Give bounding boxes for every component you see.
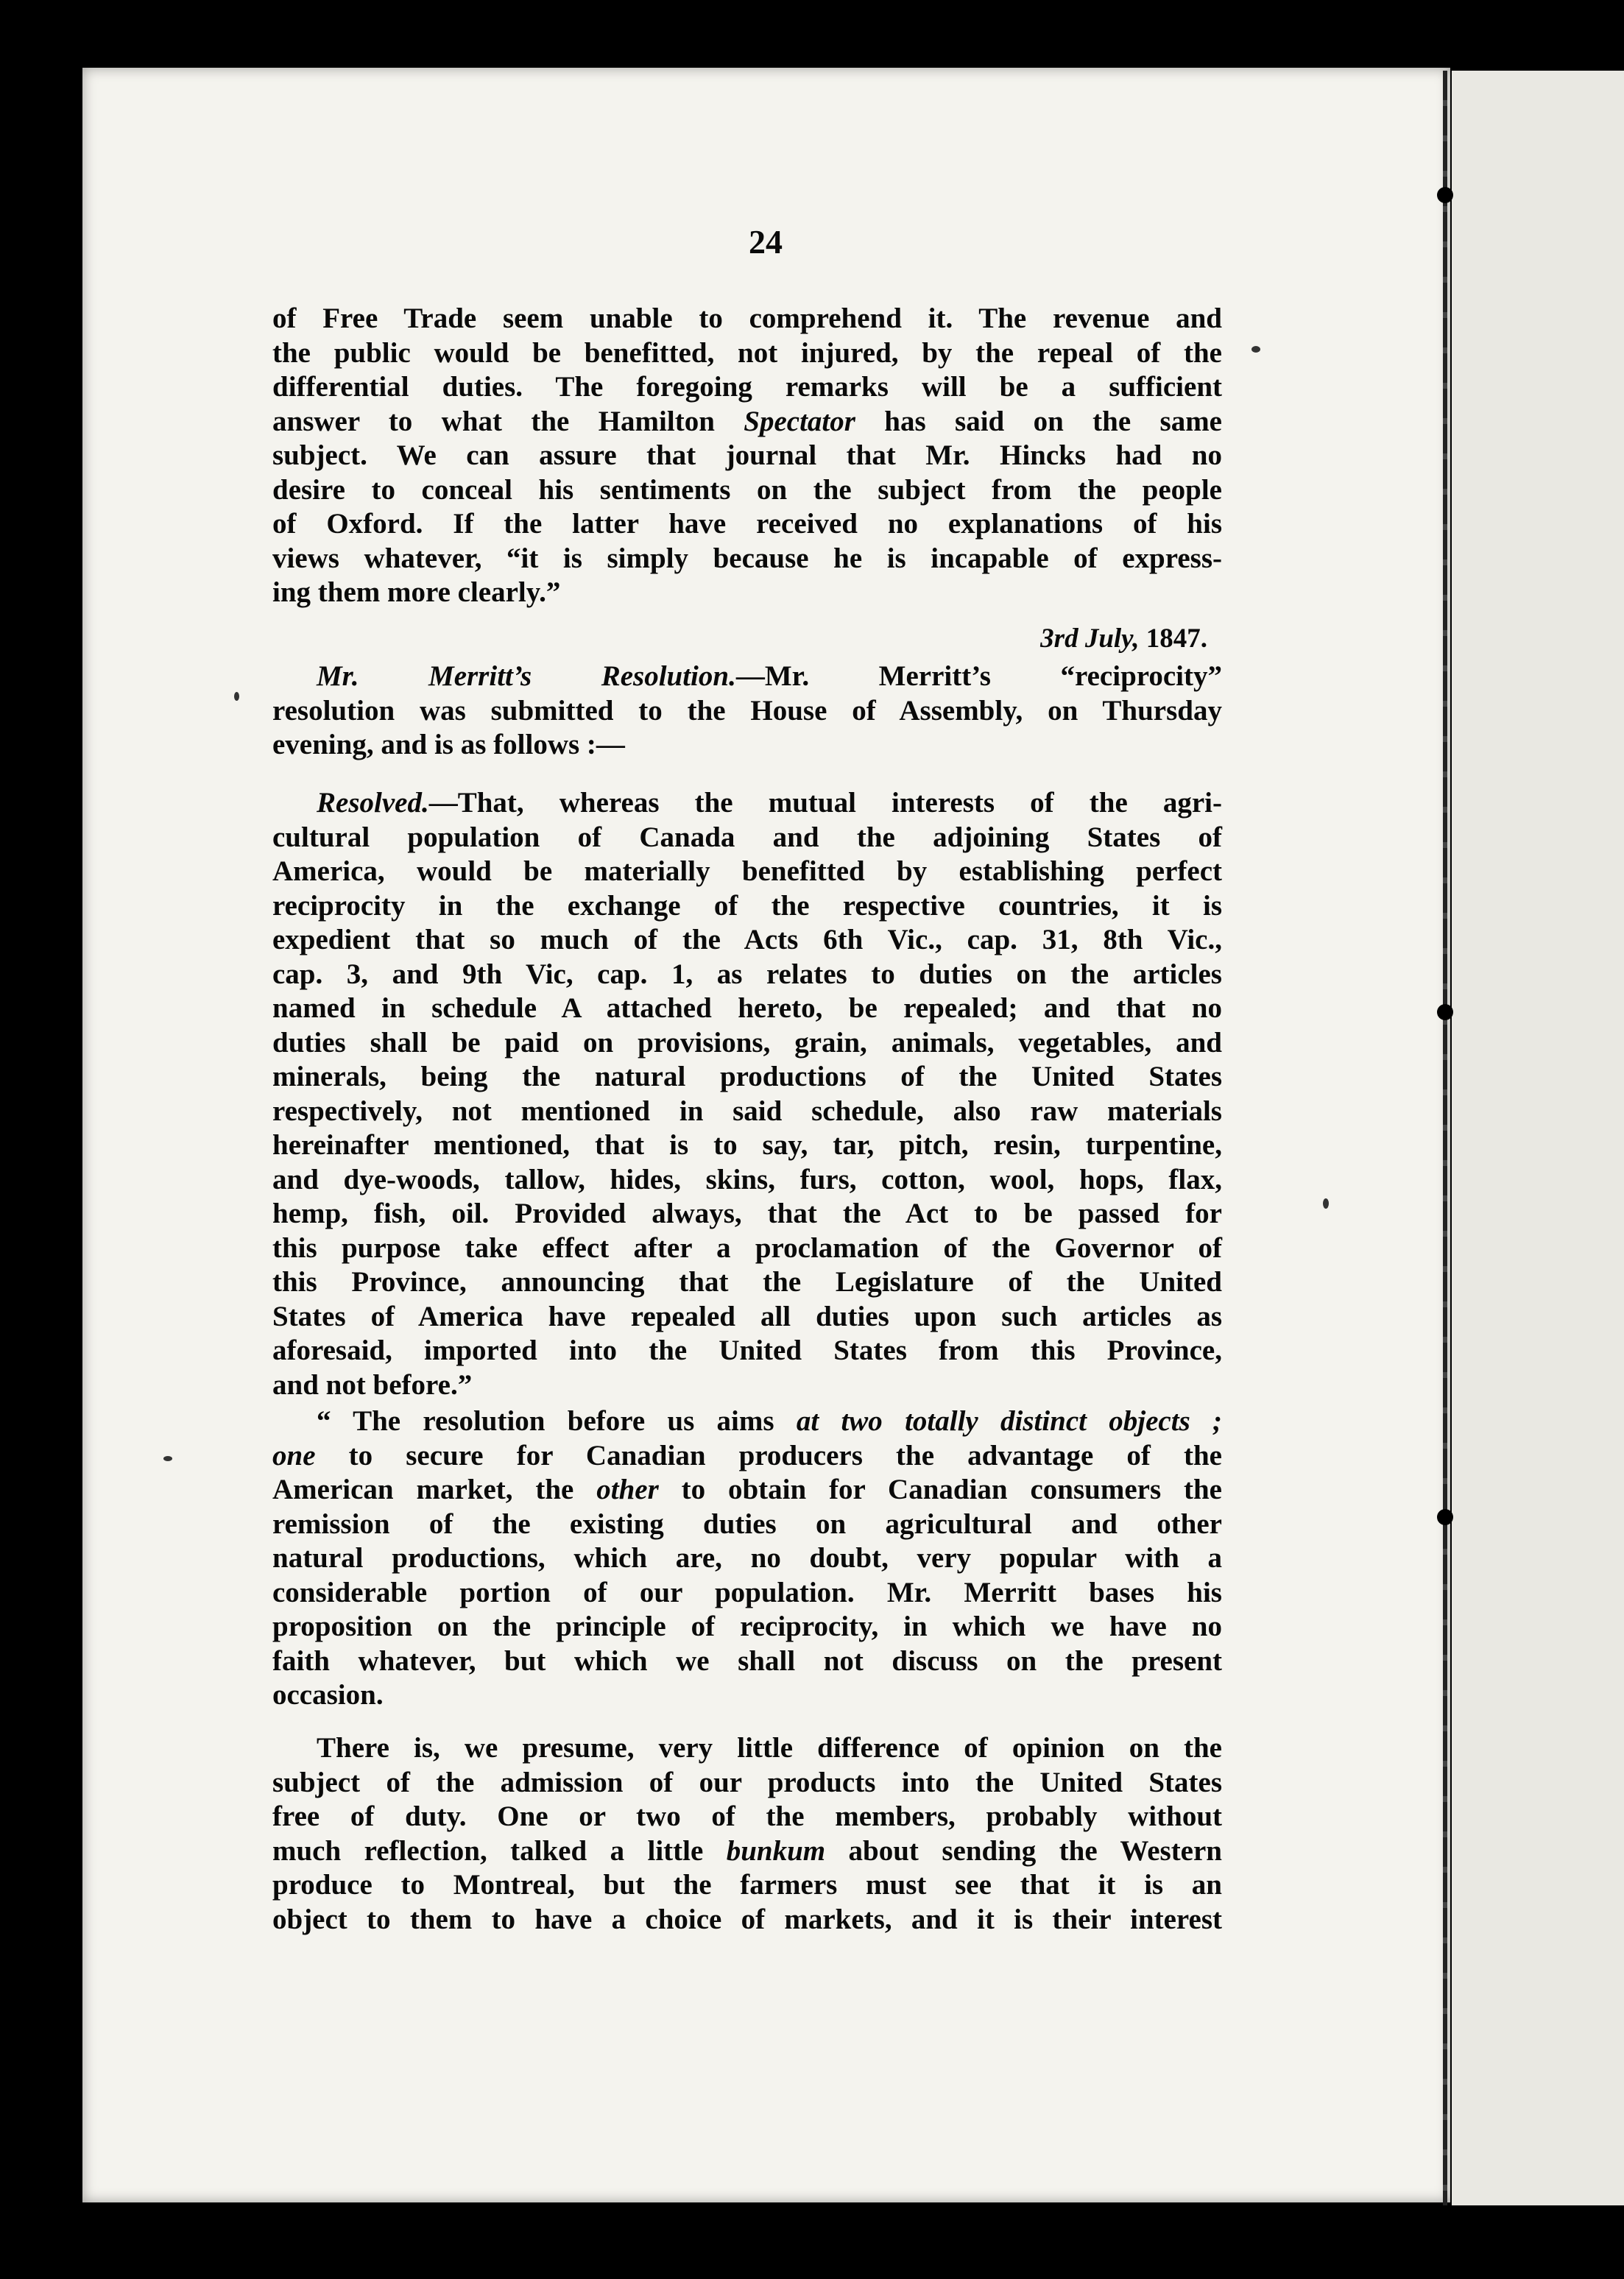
- text-line: occasion.: [272, 1679, 384, 1711]
- binding-knot: [1437, 1509, 1453, 1525]
- text-line: aforesaid, imported into the United States from this Province,: [272, 1335, 1222, 1366]
- scan-speck: [1323, 1198, 1329, 1209]
- text-line: America, would be materially benefitted by establishing perfect: [272, 855, 1222, 887]
- binding-edge: [1443, 71, 1447, 2205]
- text-line: respectively, not mentioned in said schedule, also raw materials: [272, 1095, 1222, 1127]
- text-line: cap. 3, and 9th Vic, cap. 1, as relates to duties on the articles: [272, 958, 1222, 990]
- text-line: [272, 405, 1222, 439]
- resolved-heading: Resolved.: [317, 787, 429, 819]
- scan-speck: [163, 1456, 172, 1461]
- paragraph-free-trade: [272, 302, 1222, 610]
- text-line: There is, we presume, very little difference of opinion on the: [317, 1732, 1222, 1764]
- scan-speck: [1251, 346, 1260, 353]
- text-line: faith whatever, but which we shall not discuss on the present: [272, 1644, 1222, 1677]
- page-number: 24: [749, 223, 783, 261]
- text-line: [272, 1473, 1222, 1508]
- facing-page-edge: [1452, 71, 1624, 2205]
- text-run: much reflection, talked a little: [272, 1834, 727, 1867]
- text-line: and not before.”: [272, 1368, 473, 1401]
- paragraph-commentary: [272, 1404, 1222, 1713]
- text-line: natural productions, which are, no doubt, very popular with a: [272, 1542, 1222, 1574]
- section-heading: Mr. Merritt’s Resolution.: [317, 660, 736, 692]
- text-line: ing them more clearly.”: [272, 576, 561, 608]
- emphasis: one: [272, 1439, 316, 1471]
- date-year: 1847.: [1145, 623, 1207, 654]
- text-line: free of duty. One or two of the members, probably without: [272, 1801, 1222, 1832]
- text-line: [272, 660, 1222, 694]
- emphasis: bunkum: [726, 1834, 826, 1867]
- text-line: subject. We can assure that journal that Mr. Hincks had no: [272, 439, 1222, 471]
- text-line: cultural population of Canada and the adjoining States of: [272, 821, 1222, 853]
- text-line: evening, and is as follows :—: [272, 729, 625, 760]
- date-month: July,: [1084, 623, 1140, 654]
- text-line: States of America have repealed all duties upon such articles as: [272, 1300, 1222, 1332]
- text-run: —Mr. Merritt’s “reciprocity”: [735, 660, 1222, 692]
- binding-knot: [1437, 1004, 1453, 1020]
- text-line: reciprocity in the exchange of the respective countries, it is: [272, 889, 1222, 922]
- text-line: views whatever, “it is simply because he is incapable of express-: [272, 542, 1222, 574]
- text-run: to obtain for Canadian consumers the: [658, 1474, 1222, 1505]
- text-line: duties shall be paid on provisions, grain, animals, vegetables, and: [272, 1026, 1222, 1059]
- text-line: minerals, being the natural productions of the United States: [272, 1061, 1222, 1092]
- text-line: subject of the admission of our products into the United States: [272, 1766, 1222, 1798]
- text-run: answer to what the Hamilton: [272, 405, 744, 437]
- date-day: 3rd: [1040, 623, 1078, 654]
- text-line: [272, 1404, 1222, 1439]
- text-line: resolution was submitted to the House of Assembly, on Thursday: [272, 694, 1222, 727]
- text-line: of Oxford. If the latter have received no explanations of his: [272, 508, 1222, 540]
- text-run: has said on the same: [855, 405, 1222, 437]
- newspaper-name: Spectator: [744, 405, 855, 437]
- text-run: American market, the: [272, 1474, 597, 1505]
- binding-knot: [1437, 187, 1453, 203]
- text-run: —That, whereas the mutual interests of the agri-: [428, 787, 1222, 819]
- text-line: [272, 1834, 1222, 1869]
- text-line: expedient that so much of the Acts 6th Vic., cap. 31, 8th Vic.,: [272, 924, 1222, 955]
- text-line: this Province, announcing that the Legislature of the United: [272, 1266, 1222, 1298]
- emphasis: at two totally distinct objects ;: [796, 1405, 1223, 1437]
- text-line: hereinafter mentioned, that is to say, tar, pitch, resin, turpentine,: [272, 1129, 1222, 1161]
- text-line: and dye-woods, tallow, hides, skins, furs, cotton, wool, hops, flax,: [272, 1163, 1222, 1195]
- text-line: proposition on the principle of reciprocity, in which we have no: [272, 1611, 1222, 1642]
- text-line: the public would be benefitted, not injured, by the repeal of the: [272, 336, 1222, 369]
- paragraph-admission: [272, 1731, 1222, 1937]
- paragraph-resolved: [272, 786, 1222, 1402]
- text-line: [272, 786, 1222, 821]
- paragraph-merritt-resolution: [272, 660, 1222, 763]
- text-line: produce to Montreal, but the farmers must see that it is an: [272, 1869, 1222, 1901]
- text-line: named in schedule A attached hereto, be repealed; and that no: [272, 992, 1222, 1024]
- text-line: hemp, fish, oil. Provided always, that the Act to be passed for: [272, 1198, 1222, 1229]
- text-line: [272, 1439, 1222, 1474]
- text-line: of Free Trade seem unable to comprehend it. The revenue and: [272, 303, 1222, 334]
- text-line: remission of the existing duties on agricultural and other: [272, 1508, 1222, 1540]
- text-line: this purpose take effect after a proclamation of the Governor of: [272, 1232, 1222, 1264]
- text-run: about sending the Western: [825, 1834, 1222, 1867]
- text-line: considerable portion of our population. Mr. Merritt bases his: [272, 1576, 1222, 1608]
- text-line: object to them to have a choice of markets, and it is their interest: [272, 1903, 1222, 1935]
- text-line: differential duties. The foregoing remarks will be a sufficient: [272, 371, 1222, 403]
- scan-speck: [234, 692, 239, 701]
- text-run: to secure for Canadian producers the advantage of the: [315, 1439, 1222, 1471]
- text-line: desire to conceal his sentiments on the subject from the people: [272, 473, 1222, 506]
- text-run: “ The resolution before us aims: [317, 1405, 797, 1437]
- emphasis: other: [596, 1474, 659, 1505]
- dateline: [972, 623, 1207, 654]
